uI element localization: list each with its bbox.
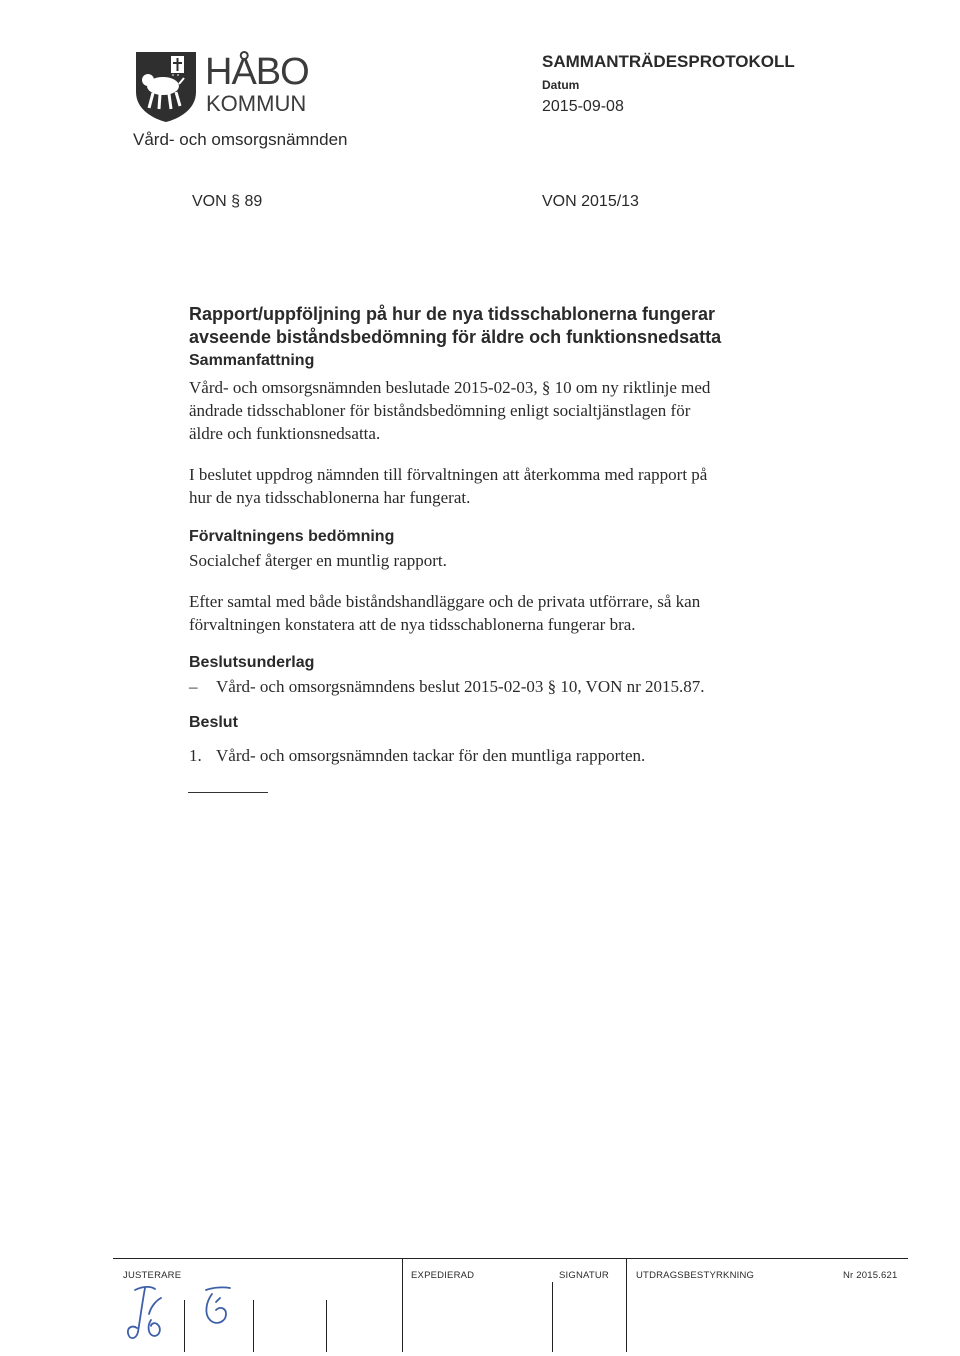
text-line: äldre och funktionsnedsatta. xyxy=(189,424,381,443)
decision-item: Vård- och omsorgsnämnden tackar för den muntliga rapporten. xyxy=(216,746,646,765)
basis-dash: – xyxy=(189,677,198,696)
document-title xyxy=(189,303,889,349)
basis-heading: Beslutsunderlag xyxy=(189,654,315,671)
handwritten-initials-2 xyxy=(198,1284,246,1334)
assessment-heading: Förvaltningens bedömning xyxy=(189,528,395,545)
document-number: Nr 2015.621 xyxy=(843,1270,898,1281)
divider xyxy=(326,1300,327,1352)
text-line: hur de nya tidsschablonerna har fungerat. xyxy=(189,488,471,507)
logo-name: HÅBO xyxy=(205,51,309,93)
signatur-label: SIGNATUR xyxy=(559,1270,609,1281)
case-reference: VON 2015/13 xyxy=(542,193,639,210)
decision-number: 1. xyxy=(189,746,202,765)
date-value: 2015-09-08 xyxy=(542,98,624,115)
text-line: förvaltningen konstatera att de nya tidsschablonerna fungerar bra. xyxy=(189,615,636,634)
text-line: I beslutet uppdrog nämnden till förvaltningen att återkomma med rapport på xyxy=(189,465,708,484)
summary-paragraph-2 xyxy=(189,463,829,509)
basis-item: Vård- och omsorgsnämndens beslut 2015-02-03 § 10, VON nr 2015.87. xyxy=(216,677,705,696)
text-line: ändrade tidsschabloner för biståndsbedömning enligt socialtjänstlagen för xyxy=(189,401,691,420)
divider xyxy=(626,1258,627,1352)
decision-heading: Beslut xyxy=(189,714,238,731)
divider xyxy=(552,1282,553,1352)
divider xyxy=(253,1300,254,1352)
document-type: SAMMANTRÄDESPROTOKOLL xyxy=(542,52,795,71)
municipality-logo-shield xyxy=(133,48,199,124)
divider xyxy=(184,1300,185,1352)
text-line: Efter samtal med både biståndshandläggare och de privata utförrare, så kan xyxy=(189,592,701,611)
handwritten-initials-1 xyxy=(121,1280,181,1350)
logo-subtitle: KOMMUN xyxy=(206,91,307,116)
footer-top-line xyxy=(113,1258,908,1259)
assessment-paragraph-1: Socialchef återger en muntlig rapport. xyxy=(189,551,447,570)
assessment-paragraph-2 xyxy=(189,590,829,636)
paragraph-reference: VON § 89 xyxy=(192,193,263,210)
divider xyxy=(402,1258,403,1352)
utdragsbestyrkning-label: UTDRAGSBESTYRKNING xyxy=(636,1270,755,1281)
expedierad-label: EXPEDIERAD xyxy=(411,1270,475,1281)
summary-heading: Sammanfattning xyxy=(189,352,315,369)
end-rule xyxy=(188,792,268,793)
department-name: Vård- och omsorgsnämnden xyxy=(133,130,348,149)
footer-signature-block xyxy=(113,1258,908,1356)
text-line: Vård- och omsorgsnämnden beslutade 2015-02-03, § 10 om ny riktlinje med xyxy=(189,378,711,397)
date-label: Datum xyxy=(542,78,580,92)
justerare-label: JUSTERARE xyxy=(123,1270,182,1281)
title-line-2: avseende biståndsbedömning för äldre och funktionsnedsatta xyxy=(189,327,722,347)
summary-paragraph-1 xyxy=(189,376,829,445)
title-line-1: Rapport/uppföljning på hur de nya tidsschablonerna fungerar xyxy=(189,304,716,324)
